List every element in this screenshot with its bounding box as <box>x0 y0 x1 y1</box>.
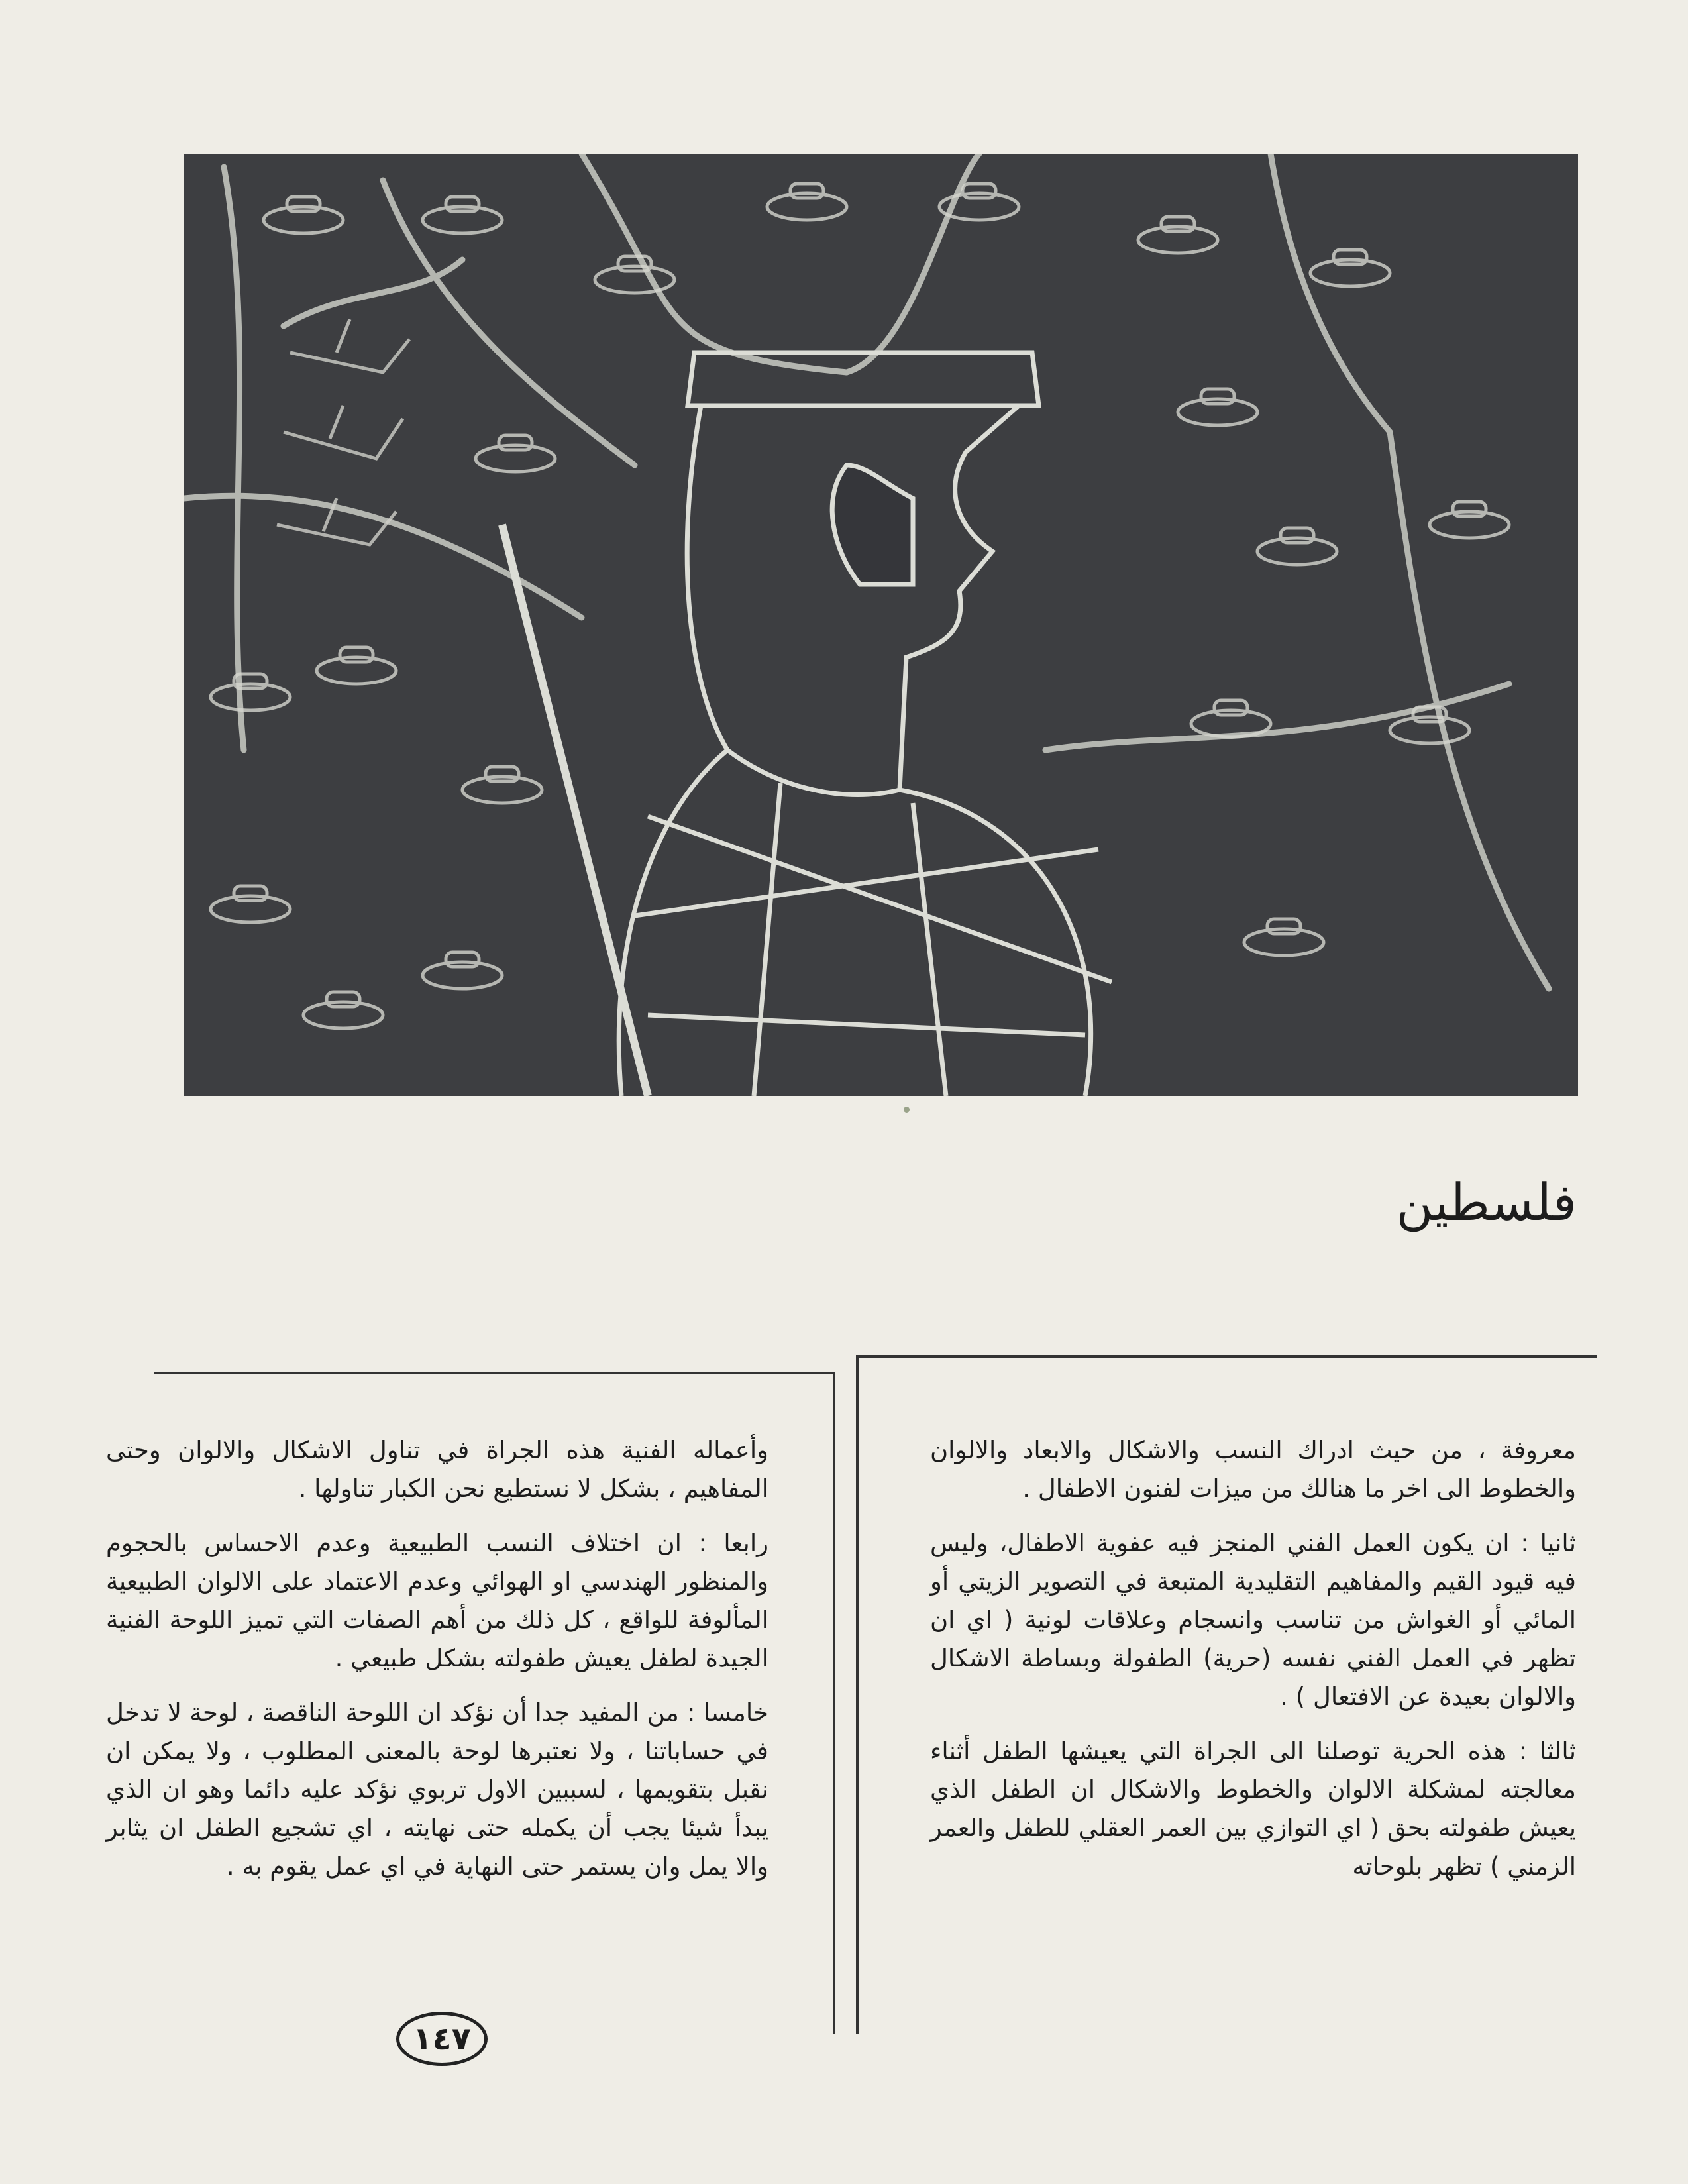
column-divider-right <box>856 1355 859 2034</box>
left-text-column <box>106 1431 768 1902</box>
paragraph: ثانيا : ان يكون العمل الفني المنجز فيه عفوية الاطفال، وليس فيه قيود القيم والمفاهيم التقليدية المتبعة في التصوير الزيتي أو المائي أو الغواش من تناسب وانسجام وعلاقات لونية ( اي ان تظهر في العمل الفني نفسه (حرية) الطفولة وبساطة الاشكال والالوان بعيدة عن الافتعال ) . <box>930 1529 1576 1711</box>
left-top-rule <box>154 1372 833 1374</box>
page-number: ١٤٧ <box>396 2012 488 2066</box>
paragraph: وأعماله الفنية هذه الجراة في تناول الاشكال والالوان وحتى المفاهيم ، بشكل لا نستطيع نحن الكبار تناولها . <box>106 1436 768 1503</box>
right-text-column <box>930 1431 1576 1902</box>
artwork-image <box>184 154 1578 1096</box>
decorative-dot <box>904 1107 910 1113</box>
column-divider-left <box>833 1372 835 2034</box>
paragraph: خامسا : من المفيد جدا أن نؤكد ان اللوحة الناقصة ، لوحة لا تدخل في حساباتنا ، ولا نعتبرها لوحة بالمعنى المطلوب ، ولا يمكن ان نقبل بتقويمها ، لسببين الاول تربوي نؤكد عليه دائما وهو ان الذي يبدأ شيئا يجب أن يكمله حتى نهايته ، اي تشجيع الطفل ان يثابر والا يمل وان يستمر حتى النهاية في اي عمل يقوم به . <box>106 1698 768 1881</box>
artwork-caption: فلسطين <box>1396 1173 1577 1232</box>
soldier-drawing-icon <box>184 154 1578 1096</box>
paragraph: رابعا : ان اختلاف النسب الطبيعية وعدم الاحساس بالحجوم والمنظور الهندسي او الهوائي وعدم الاعتماد على الالوان الطبيعية المألوفة للواقع ، كل ذلك من أهم الصفات التي تميز اللوحة الفنية الجيدة لطفل يعيش طفولته بشكل طبيعي . <box>106 1529 768 1672</box>
paragraph: معروفة ، من حيث ادراك النسب والاشكال والابعاد والالوان والخطوط الى اخر ما هنالك من ميزات لفنون الاطفال . <box>930 1436 1576 1503</box>
right-top-rule <box>856 1355 1597 1358</box>
paragraph: ثالثا : هذه الحرية توصلنا الى الجراة التي يعيشها الطفل أثناء معالجته لمشكلة الالوان والخطوط والاشكال ان الطفل الذي يعيش طفولته بحق ( اي التوازي بين العمر العقلي للطفل والعمر الزمني ) تظهر بلوحاته <box>930 1737 1576 1881</box>
